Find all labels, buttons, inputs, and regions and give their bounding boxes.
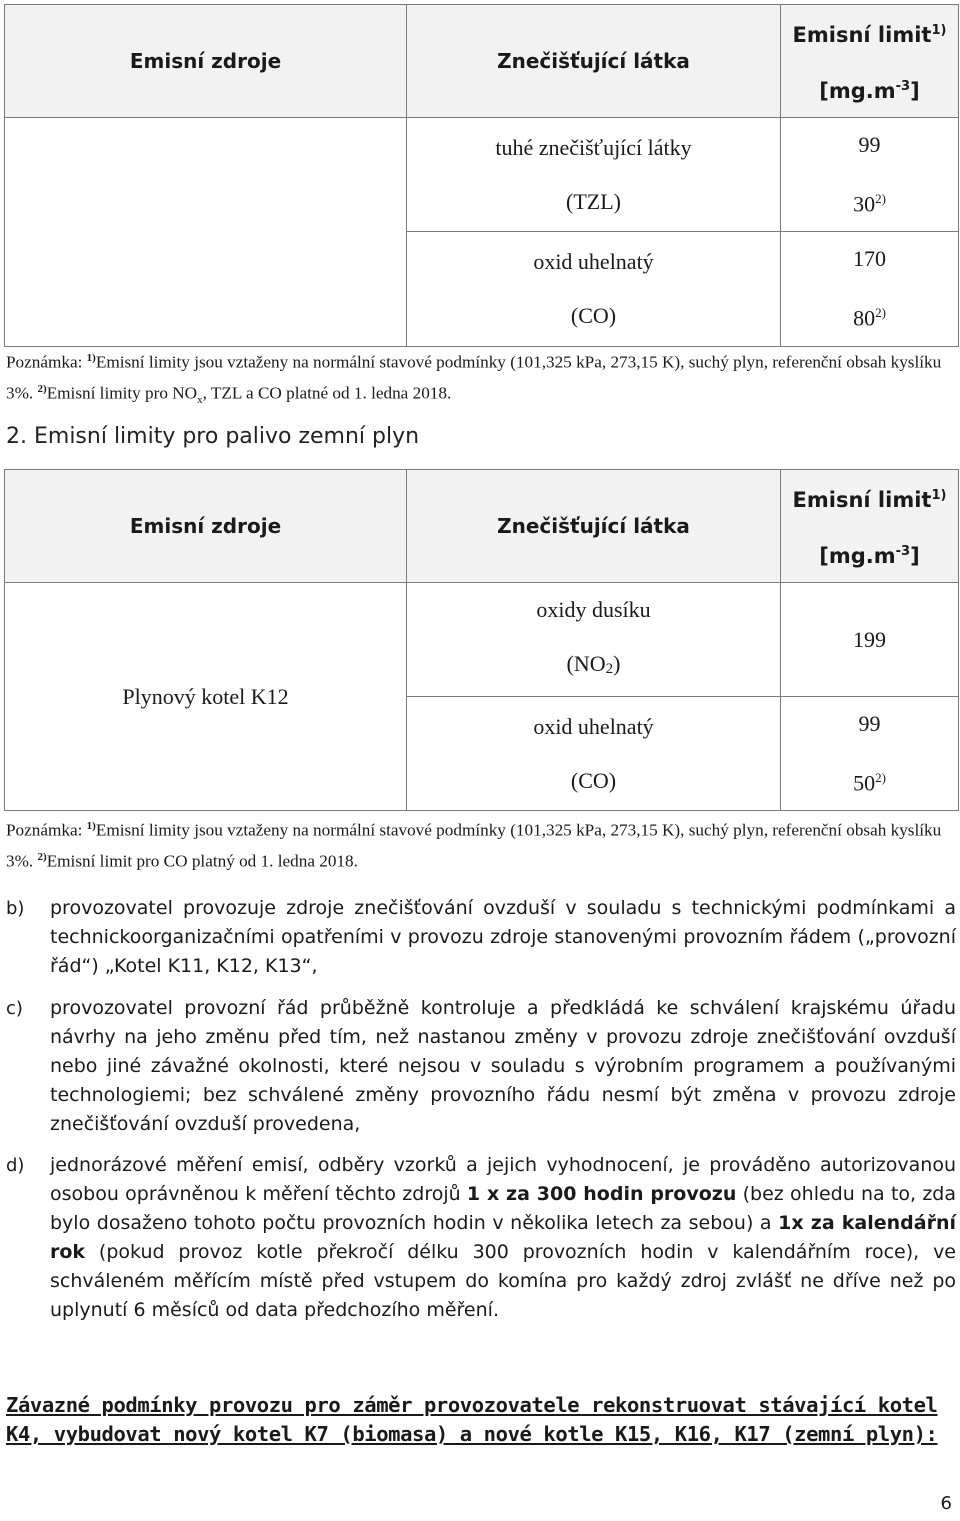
- page-number: 6: [940, 1493, 952, 1514]
- table1-header-row: [5, 5, 959, 118]
- header-limit: [781, 5, 959, 118]
- pollutant-name: oxid uhelnatý: [533, 713, 654, 739]
- pollutant-abbr: (NO2): [566, 651, 621, 677]
- limit-value: 99: [858, 711, 881, 736]
- table-row: [5, 118, 959, 232]
- condition-item-d: [6, 1151, 956, 1325]
- pollutant-name: tuhé znečišťující látky: [495, 134, 692, 160]
- binding-conditions-heading: Závazné podmínky provozu pro záměr provozovatele rekonstruovat stávající kotel K4, vybudovat nový kotel K7 (biomasa) a nové kotle K15, K16, K17 (zemní plyn):: [6, 1393, 938, 1446]
- source-name: Plynový kotel K12: [5, 583, 407, 811]
- limit-value-2018: 80$^{2)}$: [853, 305, 886, 331]
- header-source: Emisní zdroje: [5, 5, 407, 118]
- limit-cell: [781, 118, 959, 232]
- item-text: provozovatel provozní řád průběžně kontroluje a předkládá ke schválení krajskému úřadu návrhy na jeho změnu před tím, než nastanou změny v provozu zdroje znečišťování ovzduší nebo jiné závažné okolnosti, které nejsou v souladu s výrobním programem a používanými technologiemi; bez schválené změny provozního řádu nesmí být změna v provozu zdroje znečišťování ovzduší provedena,: [50, 997, 956, 1135]
- table2-note: Poznámka: $^{1)}$Emisní limity jsou vztaženy na normální stavové podmínky (101,325 kPa, 273,15 K), suchý plyn, referenční obsah kyslíku 3%. $^{2)}$Emisní limit pro CO platný od 1. ledna 2018.: [6, 820, 942, 871]
- limit-value: 99: [858, 132, 881, 157]
- pollutant-cell: [407, 697, 781, 811]
- pollutant-name: oxidy dusíku: [536, 597, 651, 622]
- pollutant-cell: [407, 232, 781, 346]
- limit-cell: [781, 697, 959, 811]
- pollutant-name: oxid uhelnatý: [533, 248, 654, 274]
- header-source: Emisní zdroje: [5, 470, 407, 583]
- limit-cell: [781, 232, 959, 346]
- limit-value: 170: [853, 246, 886, 272]
- item-marker: c): [6, 998, 23, 1019]
- pollutant-cell: [407, 118, 781, 232]
- condition-item-c: [6, 994, 956, 1139]
- item-marker: b): [6, 898, 25, 919]
- measurement-frequency-hours: 1 x za 300 hodin provozu: [466, 1183, 737, 1205]
- table-row: [5, 583, 959, 697]
- header-limit-unit: $[mg.m^{-3}]$: [819, 79, 920, 103]
- pollutant-abbr: (CO): [570, 767, 617, 793]
- emission-table-1: [4, 4, 959, 347]
- condition-item-b: [6, 894, 956, 981]
- emission-table-2: [4, 469, 959, 811]
- header-limit-label: Emisní limit$^{1)}$: [792, 23, 947, 47]
- limit-value: 199: [853, 626, 886, 652]
- table2-header-row: [5, 470, 959, 583]
- source-cell-empty: [5, 118, 407, 347]
- pollutant-abbr: (TZL): [566, 188, 621, 214]
- measurement-frequency-year: 1x za kalendářní rok: [50, 1212, 956, 1263]
- limit-value-2018: 50$^{2)}$: [853, 770, 886, 796]
- section-2-title: 2. Emisní limity pro palivo zemní plyn: [6, 424, 420, 449]
- header-pollutant: Znečišťující látka: [407, 5, 781, 118]
- header-limit: [781, 470, 959, 583]
- limit-value-2018: 30$^{2)}$: [853, 191, 886, 217]
- item-text: jednorázové měření emisí, odběry vzorků a jejich vyhodnocení, je prováděno autorizovanou osobou oprávněnou k měření těchto zdrojů 1 x za 300 hodin provozu (bez ohledu na to, zda bylo dosaženo tohoto počtu provozních hodin v několika letech za sebou) a 1x za kalendářní rok (pokud provoz kotle překročí délku 300 provozních hodin v kalendářním roce), ve schváleném měřícím místě před vstupem do komína pro každý zdroj zvlášť ne dříve než po uplynutí 6 měsíců od data předchozího měření.: [50, 1154, 957, 1321]
- item-marker: d): [6, 1155, 25, 1176]
- limit-cell: [781, 583, 959, 697]
- header-limit-unit: $[mg.m^{-3}]$: [819, 544, 920, 568]
- item-text: provozovatel provozuje zdroje znečišťování ovzduší v souladu s technickými podmínkami a technickoorganizačními opatřeními v provozu zdroje stanovenými provozním řádem („provozní řád“) „Kotel K11, K12, K13“,: [50, 897, 956, 977]
- table1-note: Poznámka: $^{1)}$Emisní limity jsou vztaženy na normální stavové podmínky (101,325 kPa, 273,15 K), suchý plyn, referenční obsah kyslíku 3%. $^{2)}$Emisní limity pro $NO_x$, TZL a CO platné od 1. ledna 2018.: [6, 352, 942, 406]
- pollutant-cell: [407, 583, 781, 697]
- header-limit-label: Emisní limit$^{1)}$: [792, 488, 947, 512]
- pollutant-abbr: (CO): [570, 302, 617, 328]
- header-pollutant: Znečišťující látka: [407, 470, 781, 583]
